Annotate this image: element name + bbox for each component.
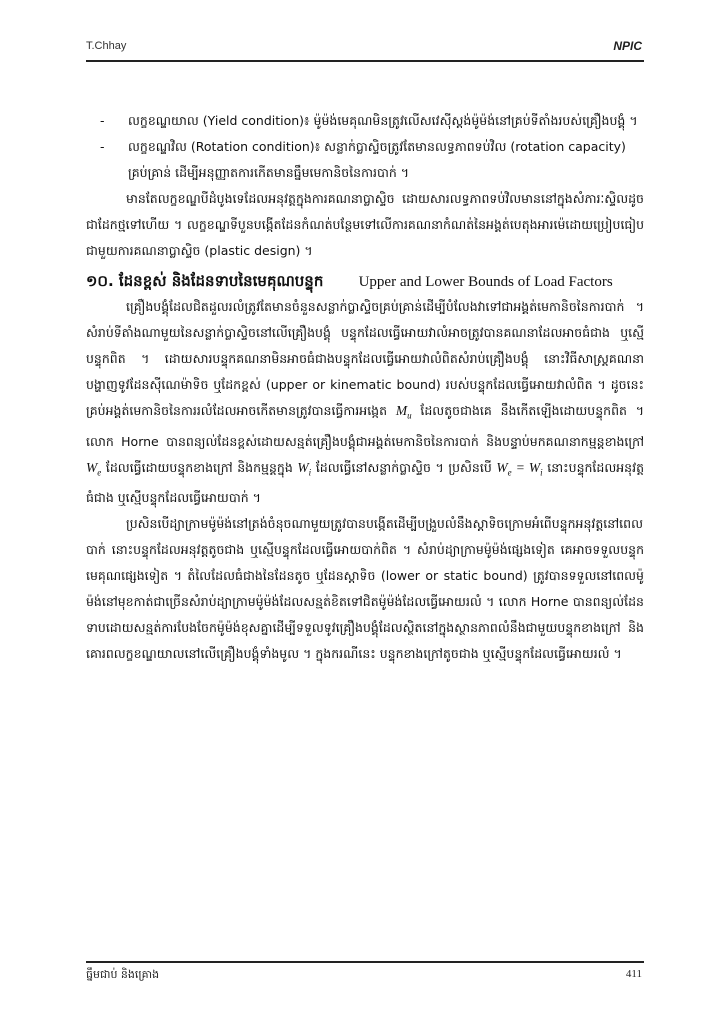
bullet-text: លក្ខខណ្ឌវិល (Rotation condition)៖ សន្លាក់ប្លាស្ទិចត្រូវតែមានលទ្ធភាពទប់វិល (rotation capacity) គ្រប់គ្រាន់ ដើម្បីអនុញ្ញាតការកើតមានធ្នឹមមេកានិចនៃការបាក់ ។ <box>128 139 626 180</box>
symbol-base: W <box>297 459 309 475</box>
symbol-subscript: e <box>97 467 102 478</box>
bullet-text: លក្ខខណ្ឌយាល (Yield condition)៖ ម៉ូម៉ង់មេគុណមិនត្រូវលើសវេស៊ីស្តង់ម៉ូម៉ង់នៅគ្រប់ទីតាំងរបស់គ្រឿងបង្គុំ ។ <box>128 113 638 128</box>
symbol-subscript: i <box>308 467 312 478</box>
equation-we-equals-wi <box>496 459 543 478</box>
paragraph-text: ដែលធ្វើដោយបន្ទុកខាងក្រៅ និងកម្មន្តក្នុង <box>105 459 293 475</box>
bullet-dash: - <box>100 139 105 154</box>
header-institution: NPIC <box>613 39 642 53</box>
symbol-base: W <box>528 459 541 475</box>
footer-page-number: 411 <box>625 968 642 980</box>
bullet-rotation-condition <box>86 134 644 186</box>
symbol-subscript: i <box>540 467 543 478</box>
equals-sign: = <box>515 459 525 475</box>
symbol-base: M <box>395 403 408 418</box>
paragraph-text: នោះបន្ទុកដែលអនុវត្តធំជាង ឬស្មើបន្ទុកដែលធ្វើអោយបាក់ ។ <box>86 459 645 506</box>
symbol-we <box>86 459 102 478</box>
bullet-dash: - <box>100 113 105 128</box>
bullet-yield-condition <box>86 108 644 134</box>
footer-rule <box>86 961 644 963</box>
symbol-base: W <box>496 459 508 475</box>
paragraph-text: ដែលធ្វើនៅសន្លាក់ប្លាស្ទិច ។ ប្រសិនបើ <box>315 459 492 475</box>
paragraph-upper-bound <box>86 294 644 511</box>
paragraph-conditions: មានតែលក្ខខណ្ឌបីដំបូងទេដែលអនុវត្តក្នុងការគណនាប្លាស្ទិច ដោយសារលទ្ធភាពទប់វិលមាននៅក្នុងសំភារៈស្ទិលដូចជាដែកថ្មទៅហើយ ។ លក្ខខណ្ឌទីបួនបង្កើតដែនកំណត់បន្ថែមទៅលើការគណនាកំណត់នៃអង្គត់បេតុងអារម៉េដោយប្រៀបធៀបជាមួយការគណនាប្លាស្ទិច (plastic design) ។ <box>86 191 644 258</box>
symbol-wi <box>297 459 312 478</box>
paragraph-lower-bound: ប្រសិនបើដ្យាក្រាមម៉ូម៉ង់នៅត្រង់ចំនុចណាមួយត្រូវបានបង្កើតដើម្បីបង្រួបលំនឹងស្តាទិចក្រោមអំពើបន្ទុកអនុវត្តនៅពេលបាក់ នោះបន្ទុកដែលអនុវត្តតូចជាង ឬស្មើបន្ទុកដែលធ្វើអោយបាក់ពិត ។ សំរាប់ដ្យាក្រាមម៉ូម៉ង់ផ្សេងទៀត គេអាចទទួលបន្ទុកមេគុណផ្សេងទៀត ។ តំលៃដែលធំជាងនៃដែនតូច ឬដែនស្តាទិច (lower or static bound) ត្រូវបានទទួលនៅពេលម៉ូម៉ង់នៅមុខកាត់ជាច្រើនសំរាប់ដ្យាក្រាមម៉ូម៉ង់ដែលសន្មត់ខិតទៅជិតម៉ូម៉ង់ដែលធ្វើអោយរលំ ។ លោក Horne បានពន្យល់ដែនទាបដោយសន្មត់ការបែងចែកម៉ូម៉ង់ខុសគ្នាដើម្បីទទួលទូវគ្រឿងបង្គុំដែលស្ថិតនៅក្នុងស្ថានភាពលំនឹងជាមួយបន្ទុកខាងក្រៅ និងគោរពលក្ខខណ្ឌយាលនៅលើគ្រឿងបង្គុំទាំងមូល ។ ក្នុងករណីនេះ បន្ទុកខាងក្រៅតូចជាង ឬស្មើបន្ទុកដែលធ្វើអោយរលំ ។ <box>86 516 644 662</box>
symbol-base: W <box>86 459 98 475</box>
paragraph-text: គ្រឿងបង្គុំដែលជិតដួលរលំត្រូវតែមានចំនួនសន្លាក់ប្លាស្ទិចគ្រប់គ្រាន់ដើម្បីបំលែងវាទៅជាអង្គត់មេកានិចនៃការបាក់ ។ សំរាប់ទីតាំងណាមួយនៃសន្លាក់ប្លាស្ទិចនៅលើគ្រឿងបង្គុំ បន្ទុកដែលធ្វើអោយវាលំអាចត្រូវបានគណនាដែលអាចធំជាង ឬស្មើបន្ទុកពិត ។ ដោយសារបន្ទុកគណនាមិនអាចធំជាងបន្ទុកដែលធ្វើអោយវាលំពិតសំរាប់គ្រឿងបង្គុំ នោះវិធីសាស្រ្តគណនាបង្ហាញទូវដែនស៊ីណេម៉ាទិច ឬដែកខ្ពស់ (upper or kinematic bound) របស់បន្ទុកដែលធ្វើអោយវាលំពិត ។ ដូចនេះគ្រប់អង្គត់មេកានិចនៃការរលំដែលអាចកើតមានត្រូវបានធ្វើការអង្កេត <box>86 299 644 418</box>
section-heading-khmer: ១០. ដែនខ្ពស់ និងដែនទាបនៃមេគុណបន្ទុក <box>86 272 324 290</box>
symbol-mu <box>395 403 412 421</box>
symbol-subscript: u <box>407 410 412 421</box>
paragraph-text: ដែលតូចជាងគេ នឹងកើតឡើងដោយបន្ទុកពិត ។ លោក Horne បានពន្យល់ដែនខ្ពស់ដោយសន្មត់គ្រឿងបង្គុំជាអង្គត់មេកានិចនៃការបាក់ និងបន្ទាប់មកគណនាកម្មន្តខាងក្រៅ <box>86 403 644 449</box>
section-heading <box>86 268 644 294</box>
header-rule <box>86 60 644 62</box>
symbol-subscript: e <box>507 467 512 478</box>
page-body <box>86 108 644 667</box>
footer-book-title: ធ្នឹមជាប់ និងគ្រោង <box>86 968 160 981</box>
header-author: T.Chhay <box>86 40 127 52</box>
section-heading-english: Upper and Lower Bounds of Load Factors <box>358 274 613 290</box>
